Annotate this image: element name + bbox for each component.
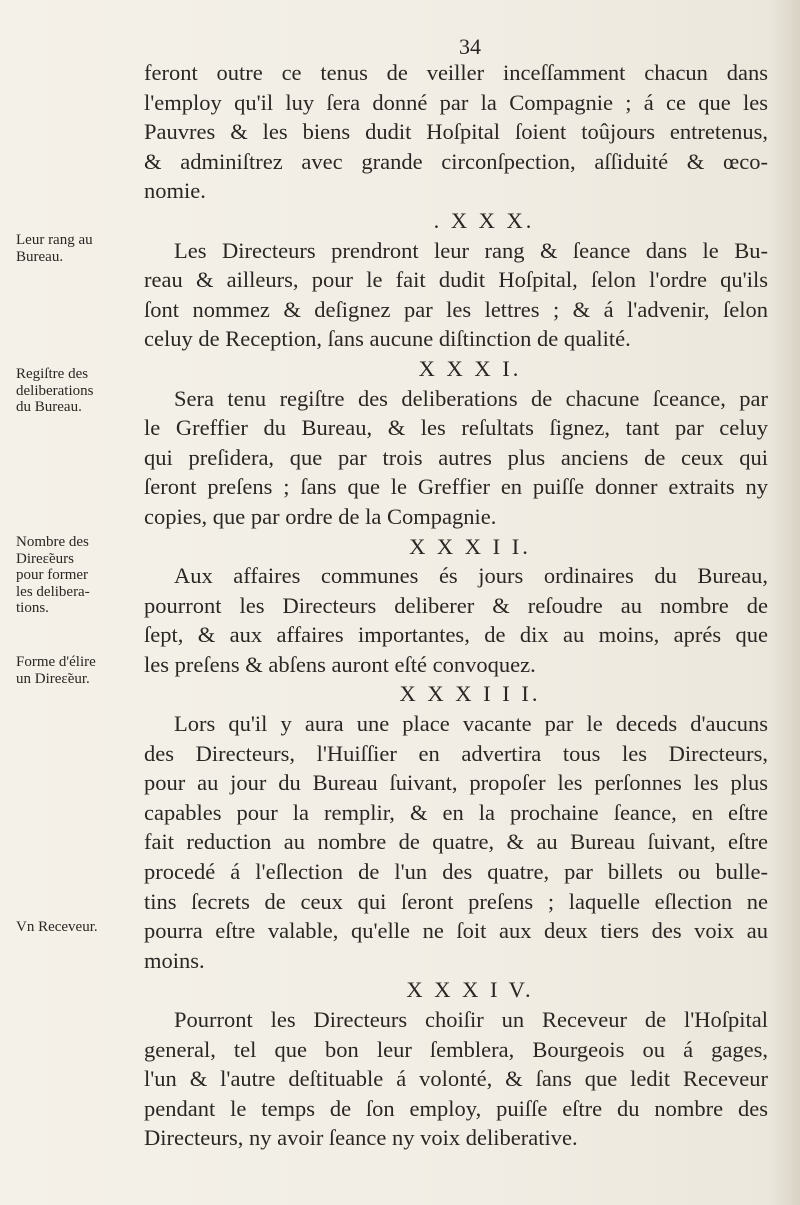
- text-line: Les Directeurs prendront leur rang & ſeance dans le Bu-: [174, 237, 768, 263]
- text-line: tins ſecrets de ceux qui ſeront preſens ; laquelle eſlection ne: [144, 888, 768, 914]
- text-line: pourra eſtre valable, qu'elle ne ſoit aux deux tiers des voix au: [144, 918, 768, 944]
- text-line: moins.: [144, 947, 205, 973]
- text-line: copies, que par ordre de la Compagnie.: [144, 503, 497, 529]
- text-line: celuy de Reception, ſans aucune diſtinction de qualité.: [144, 326, 631, 352]
- text-line: ſont nommez & deſignez par les lettres ; & á l'advenir, ſelon: [144, 296, 768, 322]
- margin-note-line: deliberations: [16, 382, 94, 399]
- text-line: procedé á l'eſlection de l'un des quatre, par billets ou bulle-: [144, 859, 768, 885]
- text-line: nomie.: [144, 178, 206, 204]
- margin-note-line: un Direɛ̃eur.: [16, 670, 90, 687]
- margin-note-line: Forme d'élire: [16, 654, 96, 670]
- page-number: 34: [459, 34, 481, 59]
- article-heading: . X X X.: [433, 207, 535, 233]
- text-line: le Greffier du Bureau, & les reſultats ſignez, tant par celuy: [144, 415, 768, 441]
- margin-note-line: Vn Receveur.: [16, 919, 98, 935]
- text-line: Directeurs, ny avoir ſeance ny voix deliberative.: [144, 1125, 578, 1151]
- margin-note-receveur: [16, 919, 146, 936]
- margin-note-registre: [16, 366, 146, 416]
- margin-note-forme: [16, 654, 146, 687]
- margin-note-line: pour former: [16, 567, 89, 583]
- text-line: capables pour la remplir, & en la prochaine ſeance, en eſtre: [144, 799, 768, 825]
- article-heading: X X X I I.: [409, 533, 531, 559]
- text-line: pendant le temps de ſon employ, puiſſe eſtre du nombre des: [144, 1095, 768, 1121]
- text-line: Aux affaires communes és jours ordinaires du Bureau,: [174, 563, 768, 589]
- margin-note-line: Leur rang au: [16, 232, 93, 248]
- margin-note-nombre: [16, 534, 146, 617]
- text-line: fait reduction au nombre de quatre, & au Bureau ſuivant, eſtre: [144, 829, 768, 855]
- margin-note-rang: [16, 232, 146, 265]
- margin-note-line: Direɛ̃eurs: [16, 550, 74, 567]
- text-line: l'un & l'autre deſtituable á volonté, & ſans que ledit Receveur: [144, 1066, 768, 1092]
- text-line: & adminiſtrez avec grande circonſpection, aſſiduité & œco-: [144, 148, 768, 174]
- text-line: des Directeurs, l'Huiſſier en advertira tous les Directeurs,: [144, 740, 768, 766]
- text-line: feront outre ce tenus de veiller inceſſamment chacun dans: [144, 60, 768, 85]
- text-line: ſept, & aux affaires importantes, de dix au moins, aprés que: [144, 622, 768, 648]
- margin-note-line: les delibera-: [16, 583, 90, 600]
- article-heading: X X X I V.: [406, 977, 534, 1003]
- text-line: pourront les Directeurs deliberer & reſoudre au nombre de: [144, 592, 768, 618]
- margin-note-line: Bureau.: [16, 248, 64, 265]
- article-heading: X X X I.: [418, 355, 522, 381]
- text-line: Pauvres & les biens dudit Hoſpital ſoient toûjours entretenus,: [144, 119, 768, 145]
- margin-note-line: du Bureau.: [16, 399, 82, 415]
- margin-note-line: tions.: [16, 600, 49, 616]
- main-text: [144, 58, 768, 1153]
- text-line: general, tel que bon leur ſemblera, Bourgeois ou á gages,: [144, 1036, 768, 1062]
- margin-note-line: Nombre des: [16, 534, 89, 550]
- margin-note-line: Regiſtre des: [16, 366, 89, 382]
- text-line: reau & ailleurs, pour le fait dudit Hoſpital, ſelon l'ordre qu'ils: [144, 267, 768, 293]
- text-line: l'employ qu'il luy ſera donné par la Compagnie ; á ce que les: [144, 89, 768, 115]
- text-line: les preſens & abſens auront eſté convoquez.: [144, 651, 536, 677]
- text-line: Sera tenu regiſtre des deliberations de chacune ſceance, par: [174, 385, 768, 411]
- article-heading: X X X I I I.: [399, 681, 541, 707]
- text-line: ſeront preſens ; ſans que le Greffier en puiſſe donner extraits ny: [144, 474, 768, 500]
- text-line: qui preſidera, que par trois autres plus anciens de ceux qui: [144, 444, 768, 470]
- text-line: pour au jour du Bureau ſuivant, propoſer les perſonnes les plus: [144, 770, 768, 796]
- text-line: Pourront les Directeurs choiſir un Receveur de l'Hoſpital: [174, 1007, 768, 1032]
- text-line: Lors qu'il y aura une place vacante par le deceds d'aucuns: [174, 711, 768, 737]
